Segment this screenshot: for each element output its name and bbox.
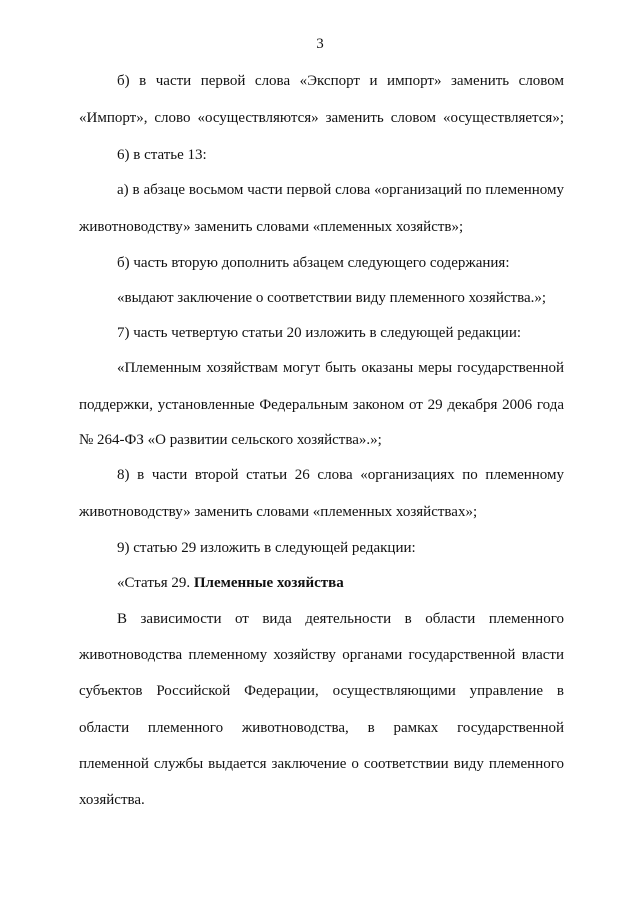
article-title: Племенные хозяйства [193,575,344,591]
text-line: 6) в статье 13: [117,147,207,163]
text-line: «выдают заключение о соответствии виду племенного хозяйства.»; [117,290,547,306]
text-line: области племенного животноводства, в рамках государственной [79,720,564,736]
text-line: В зависимости от вида деятельности в области племенного [117,611,564,627]
text-line: 7) часть четвертую статьи 20 изложить в следующей редакции: [117,325,522,341]
text-line: а) в абзаце восьмом части первой слова «организаций по племенному [117,182,564,198]
text-line: животноводству» заменить словами «племенных хозяйствах»; [79,504,478,520]
text-line: племенной службы выдается заключение о соответствии виду племенного [79,756,564,772]
text-line: животноводству» заменить словами «племенных хозяйств»; [79,219,464,235]
text-line: «Импорт», слово «осуществляются» заменить словом «осуществляется»; [79,110,564,126]
article-heading-line [117,573,564,593]
page-number: 3 [316,36,324,52]
text-line: поддержки, установленные Федеральным законом от 29 декабря 2006 года [79,397,564,413]
text-line: 9) статью 29 изложить в следующей редакции: [117,540,416,556]
text-line: б) часть вторую дополнить абзацем следующего содержания: [117,255,510,271]
text-line: б) в части первой слова «Экспорт и импорт» заменить словом [117,73,564,89]
article-prefix: «Статья 29. [117,575,194,591]
text-line: хозяйства. [79,792,145,808]
text-line: животноводства племенному хозяйству органами государственной власти [79,647,564,663]
text-line: № 264-ФЗ «О развитии сельского хозяйства».»; [79,432,382,448]
text-line: 8) в части второй статьи 26 слова «организациях по племенному [117,467,564,483]
text-line: «Племенным хозяйствам могут быть оказаны меры государственной [117,360,564,376]
text-line: субъектов Российской Федерации, осуществляющими управление в [79,683,564,699]
